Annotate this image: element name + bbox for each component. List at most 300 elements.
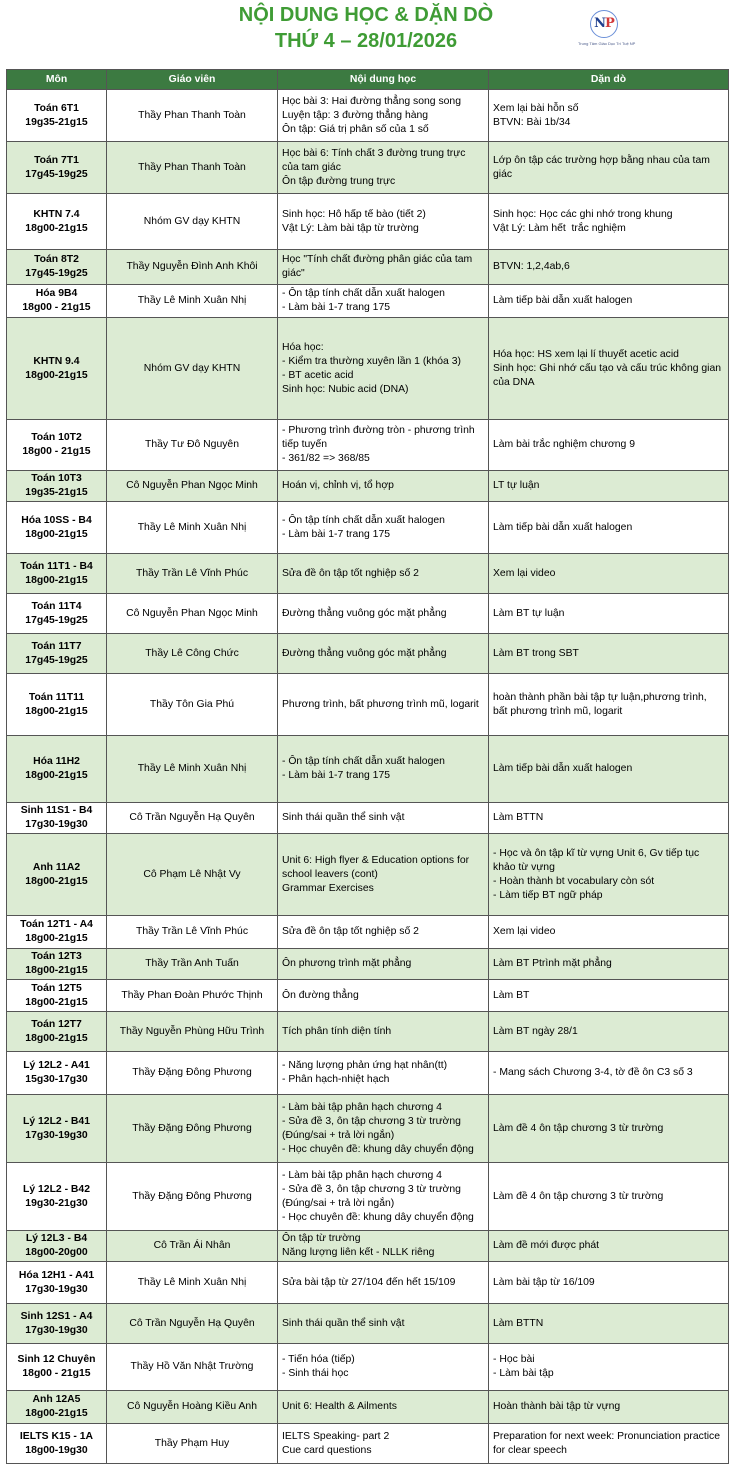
- homework-cell-line: hoàn thành phần bài tập tự luận,phương trình, bất phương trình mũ, logarit: [493, 691, 710, 717]
- subject-cell-line: Toán 12T1 - A4: [20, 919, 93, 930]
- subject-cell-line: Toán 10T2: [31, 432, 82, 443]
- homework-cell: [489, 1304, 729, 1344]
- subject-cell-line: 18g00 - 21g15: [22, 1368, 91, 1379]
- teacher-cell-line: Cô Nguyễn Phan Ngọc Minh: [126, 607, 258, 619]
- content-cell-line: - Phương trình đường tròn - phương trình tiếp tuyến: [282, 425, 478, 450]
- subject-cell: [7, 318, 107, 420]
- subject-cell-line: 17g30-19g30: [25, 1129, 88, 1141]
- content-cell-line: - Làm bài 1-7 trang 175: [282, 302, 391, 313]
- content-cell: [278, 803, 489, 834]
- subject-cell-line: Toán 8T2: [34, 254, 79, 265]
- homework-cell: [489, 1344, 729, 1391]
- content-cell: [278, 194, 489, 250]
- column-header-subject: Môn: [7, 70, 107, 90]
- table-row: [7, 803, 729, 834]
- subject-cell: [7, 250, 107, 285]
- subject-cell: [7, 142, 107, 194]
- table-row: [7, 949, 729, 980]
- teacher-cell: [107, 1391, 278, 1424]
- content-cell: [278, 1052, 489, 1095]
- table-row: [7, 594, 729, 634]
- homework-cell-line: Làm đề mới được phát: [493, 1240, 600, 1251]
- content-cell-line: Sinh học: Hô hấp tế bào (tiết 2): [282, 208, 426, 220]
- homework-cell-line: Làm BT trong SBT: [493, 647, 579, 659]
- teacher-cell-line: Thầy Lê Công Chức: [145, 647, 239, 659]
- teacher-cell-line: Thầy Nguyễn Đình Anh Khôi: [126, 261, 258, 272]
- content-cell: [278, 142, 489, 194]
- homework-cell: [489, 1163, 729, 1231]
- subject-cell-line: 18g00-19g30: [25, 1444, 88, 1456]
- content-cell: [278, 1012, 489, 1052]
- subject-cell-line: 18g00 - 21g15: [22, 446, 91, 457]
- content-cell-line: Tích phân tính diện tính: [282, 1025, 392, 1037]
- teacher-cell-line: Thầy Hồ Văn Nhật Trường: [130, 1361, 254, 1372]
- teacher-cell-line: Thầy Phạm Huy: [154, 1437, 230, 1449]
- content-cell-line: Năng lượng liên kết - NLLK riêng: [282, 1247, 435, 1258]
- homework-cell: [489, 554, 729, 594]
- subject-cell-line: Lý 12L2 - A41: [23, 1060, 90, 1071]
- content-cell: [278, 318, 489, 420]
- content-cell-line: Ôn tập: Giá trị phân số của 1 số: [282, 123, 429, 135]
- content-cell: [278, 674, 489, 736]
- teacher-cell: [107, 420, 278, 471]
- content-cell-line: - Làm bài 1-7 trang 175: [282, 770, 391, 781]
- homework-cell: [489, 736, 729, 803]
- subject-cell-line: Toán 11T11: [28, 691, 85, 703]
- content-cell: [278, 250, 489, 285]
- content-cell-line: Ôn tập từ trường: [282, 1233, 361, 1244]
- homework-cell: [489, 1391, 729, 1424]
- subject-cell-line: 18g00-20g00: [25, 1247, 88, 1258]
- table-row: [7, 194, 729, 250]
- teacher-cell: [107, 736, 278, 803]
- content-cell-line: - Tiến hóa (tiếp): [282, 1354, 355, 1365]
- column-header-teacher: Giáo viên: [107, 70, 278, 90]
- homework-cell-line: Sinh học: Ghi nhớ cấu tạo và cấu trúc không gian của DNA: [493, 362, 724, 388]
- teacher-cell-line: Nhóm GV dạy KHTN: [143, 215, 241, 227]
- content-cell-line: - Phân hạch-nhiệt hạch: [282, 1074, 390, 1085]
- homework-cell: [489, 250, 729, 285]
- homework-cell: [489, 1262, 729, 1304]
- subject-cell-line: 15g30-17g30: [25, 1074, 88, 1085]
- content-cell-line: - Làm bài tập phân hạch chương 4: [282, 1169, 442, 1181]
- homework-cell-line: Làm tiếp bài dẫn xuất halogen: [493, 295, 633, 306]
- content-cell-line: Học "Tính chất đường phân giác của tam giác": [282, 254, 476, 279]
- homework-cell: [489, 471, 729, 502]
- subject-cell-line: Hóa 9B4: [35, 288, 78, 299]
- homework-cell: [489, 420, 729, 471]
- content-cell-line: - Kiểm tra thường xuyên lần 1 (khóa 3): [282, 355, 461, 367]
- subject-cell: [7, 1012, 107, 1052]
- subject-cell: [7, 1391, 107, 1424]
- subject-cell: [7, 1163, 107, 1231]
- logo-caption: Trung Tâm Giáo Dục Trí Tuệ NP: [578, 41, 636, 46]
- homework-cell: [489, 1052, 729, 1095]
- subject-cell-line: Toán 10T3: [31, 473, 82, 484]
- teacher-cell: [107, 1052, 278, 1095]
- homework-cell-line: LT tự luận: [493, 480, 540, 491]
- homework-cell: [489, 1012, 729, 1052]
- content-cell-line: Vật Lý: Làm bài tập từ trường: [282, 222, 419, 234]
- subject-cell: [7, 1052, 107, 1095]
- teacher-cell: [107, 318, 278, 420]
- subject-cell-line: Hóa 10SS - B4: [21, 514, 92, 526]
- teacher-cell: [107, 250, 278, 285]
- content-cell: [278, 471, 489, 502]
- homework-cell-line: Vật Lý: Làm hết trắc nghiệm: [493, 222, 626, 234]
- content-cell: [278, 1391, 489, 1424]
- teacher-cell-line: Thầy Đặng Đông Phương: [132, 1190, 252, 1202]
- table-row: [7, 250, 729, 285]
- teacher-cell-line: Thầy Đặng Đông Phương: [132, 1067, 252, 1078]
- teacher-cell-line: Thầy Lê Minh Xuân Nhị: [137, 1276, 247, 1288]
- subject-cell: [7, 736, 107, 803]
- homework-cell-line: Làm BT Ptrình mặt phẳng: [493, 958, 612, 969]
- subject-cell: [7, 554, 107, 594]
- content-cell-line: Đường thẳng vuông góc mặt phẳng: [282, 607, 447, 619]
- content-cell-line: Sửa bài tập từ 27/104 đến hết 15/109: [282, 1276, 456, 1288]
- content-cell-line: Phương trình, bất phương trình mũ, logarit: [282, 698, 479, 710]
- subject-cell: [7, 502, 107, 554]
- teacher-cell: [107, 1095, 278, 1163]
- content-cell-line: - Học chuyên đề: khung dây chuyển động: [282, 1143, 474, 1155]
- subject-cell-line: 17g45-19g25: [25, 268, 88, 279]
- homework-cell: [489, 502, 729, 554]
- subject-cell: [7, 949, 107, 980]
- teacher-cell: [107, 502, 278, 554]
- homework-cell-line: Xem lại video: [493, 567, 556, 579]
- subject-cell-line: 17g45-19g25: [25, 654, 88, 666]
- subject-cell-line: Toán 6T1: [34, 102, 79, 114]
- content-cell: [278, 285, 489, 318]
- content-cell-line: Unit 6: Health & Ailments: [282, 1401, 397, 1412]
- content-cell-line: Unit 6: High flyer & Education options for school leavers (cont): [282, 854, 473, 880]
- subject-cell: [7, 471, 107, 502]
- content-cell: [278, 502, 489, 554]
- logo-mark-icon: NP: [590, 10, 618, 38]
- subject-cell: [7, 1344, 107, 1391]
- homework-cell-line: Preparation for next week: Pronunciation practice for clear speech: [493, 1430, 723, 1456]
- subject-cell-line: Toán 11T4: [31, 600, 82, 612]
- teacher-cell-line: Thầy Đặng Đông Phương: [132, 1122, 252, 1134]
- content-cell: [278, 949, 489, 980]
- content-cell: [278, 634, 489, 674]
- content-cell-line: Sinh học: Nubic acid (DNA): [282, 383, 409, 395]
- homework-cell-line: Làm BTTN: [493, 812, 544, 823]
- homework-cell-line: Hóa học: HS xem lại lí thuyết acetic acid: [493, 348, 679, 360]
- homework-cell: [489, 834, 729, 916]
- table-header-row: [7, 70, 729, 90]
- teacher-cell: [107, 674, 278, 736]
- teacher-cell-line: Thầy Phan Thanh Toàn: [138, 161, 246, 173]
- teacher-cell: [107, 594, 278, 634]
- content-cell-line: Học bài 6: Tính chất 3 đường trung trực của tam giác: [282, 147, 469, 173]
- table-row: [7, 1262, 729, 1304]
- homework-cell-line: Làm BT tự luận: [493, 607, 565, 619]
- table-row: [7, 285, 729, 318]
- subject-cell: [7, 1424, 107, 1464]
- content-cell-line: Sửa đề ôn tập tốt nghiệp số 2: [282, 926, 419, 937]
- table-row: [7, 90, 729, 142]
- teacher-cell: [107, 471, 278, 502]
- content-cell: [278, 1163, 489, 1231]
- teacher-cell: [107, 1304, 278, 1344]
- content-cell-line: - BT acetic acid: [282, 369, 354, 381]
- teacher-cell-line: Thầy Trần Lê Vĩnh Phúc: [135, 567, 249, 579]
- table-row: [7, 1391, 729, 1424]
- subject-cell-line: Toán 12T7: [31, 1018, 82, 1030]
- content-cell-line: - Năng lượng phản ứng hạt nhân(tt): [282, 1060, 448, 1071]
- content-cell-line: - Ôn tập tính chất dẫn xuất halogen: [282, 756, 445, 767]
- teacher-cell: [107, 554, 278, 594]
- homework-cell-line: Làm bài tập từ 16/109: [493, 1276, 595, 1288]
- teacher-cell: [107, 1163, 278, 1231]
- homework-cell: [489, 142, 729, 194]
- subject-cell-line: 18g00-21g15: [25, 528, 88, 540]
- subject-cell-line: 17g45-19g25: [25, 168, 88, 180]
- subject-cell: [7, 674, 107, 736]
- teacher-cell: [107, 1012, 278, 1052]
- subject-cell-line: 18g00-21g15: [25, 996, 88, 1008]
- teacher-cell-line: Thầy Trần Lê Vĩnh Phúc: [135, 926, 249, 937]
- teacher-cell: [107, 834, 278, 916]
- content-cell-line: Học bài 3: Hai đường thẳng song song: [282, 95, 461, 107]
- subject-cell-line: Sinh 12S1 - A4: [20, 1310, 93, 1322]
- homework-cell-line: Làm BTTN: [493, 1317, 544, 1329]
- content-cell-line: Sửa đề ôn tập tốt nghiệp số 2: [282, 567, 419, 579]
- homework-cell-line: Hoàn thành bài tập từ vựng: [493, 1401, 621, 1412]
- subject-cell: [7, 834, 107, 916]
- title-line-1: NỘI DUNG HỌC & DẶN DÒ: [238, 4, 494, 26]
- subject-cell-line: 17g30-19g30: [25, 1324, 88, 1336]
- table-row: [7, 634, 729, 674]
- subject-cell-line: 19g30-21g30: [25, 1197, 88, 1209]
- subject-cell: [7, 980, 107, 1012]
- subject-cell-line: Sinh 12 Chuyên: [17, 1354, 96, 1365]
- homework-cell: [489, 916, 729, 949]
- content-cell-line: Ôn đường thẳng: [282, 989, 359, 1001]
- teacher-cell-line: Thầy Trần Anh Tuấn: [145, 958, 239, 969]
- subject-cell: [7, 803, 107, 834]
- table-row: [7, 1344, 729, 1391]
- content-cell-line: - Sinh thái học: [282, 1368, 349, 1379]
- homework-cell-line: BTVN: Bài 1b/34: [493, 116, 571, 128]
- homework-cell: [489, 1424, 729, 1464]
- homework-cell-line: Xem lại video: [493, 926, 556, 937]
- content-cell: [278, 1304, 489, 1344]
- center-logo: [578, 10, 636, 52]
- homework-cell-line: Sinh học: Học các ghi nhớ trong khung: [493, 208, 673, 220]
- homework-cell-line: - Học bài: [493, 1354, 535, 1365]
- table-row: [7, 554, 729, 594]
- homework-cell-line: Làm tiếp bài dẫn xuất halogen: [493, 763, 633, 774]
- subject-cell-line: 19g35-21g15: [25, 116, 88, 128]
- subject-cell-line: 17g45-19g25: [25, 614, 88, 626]
- teacher-cell: [107, 916, 278, 949]
- subject-cell-line: 17g30-19g30: [25, 819, 88, 830]
- content-cell: [278, 736, 489, 803]
- homework-cell-line: - Hoàn thành bt vocabulary còn sót: [493, 875, 655, 887]
- subject-cell-line: 18g00-21g15: [25, 875, 88, 887]
- subject-cell-line: Lý 12L2 - B42: [23, 1183, 90, 1195]
- subject-cell-line: Toán 11T7: [31, 640, 82, 652]
- homework-cell: [489, 1095, 729, 1163]
- subject-cell-line: 17g30-19g30: [25, 1283, 88, 1295]
- table-row: [7, 1163, 729, 1231]
- subject-cell-line: 18g00-21g15: [25, 369, 88, 381]
- content-cell-line: Luyện tập: 3 đường thẳng hàng: [282, 109, 429, 121]
- table-row: [7, 1424, 729, 1464]
- subject-cell-line: 18g00-21g15: [25, 1408, 88, 1419]
- column-header-homework: Dặn dò: [489, 70, 729, 90]
- homework-cell: [489, 594, 729, 634]
- homework-cell: [489, 674, 729, 736]
- homework-cell: [489, 318, 729, 420]
- homework-cell-line: - Mang sách Chương 3-4, tờ đề ôn C3 số 3: [493, 1067, 693, 1078]
- teacher-cell-line: Cô Nguyễn Phan Ngọc Minh: [126, 480, 258, 491]
- homework-cell-line: Làm tiếp bài dẫn xuất halogen: [493, 521, 633, 533]
- teacher-cell-line: Thầy Tư Đô Nguyên: [145, 439, 239, 450]
- subject-cell: [7, 1262, 107, 1304]
- column-header-content: Nội dung học: [278, 70, 489, 90]
- subject-cell: [7, 285, 107, 318]
- subject-cell-line: Toán 7T1: [34, 154, 79, 166]
- content-cell: [278, 420, 489, 471]
- content-cell: [278, 90, 489, 142]
- teacher-cell: [107, 980, 278, 1012]
- content-cell: [278, 594, 489, 634]
- content-cell: [278, 1231, 489, 1262]
- content-cell: [278, 916, 489, 949]
- homework-cell-line: Làm bài trắc nghiệm chương 9: [493, 439, 635, 450]
- teacher-cell: [107, 1231, 278, 1262]
- table-row: [7, 834, 729, 916]
- teacher-cell: [107, 194, 278, 250]
- table-row: [7, 1012, 729, 1052]
- homework-cell: [489, 980, 729, 1012]
- teacher-cell: [107, 949, 278, 980]
- subject-cell-line: 18g00 - 21g15: [22, 302, 91, 313]
- teacher-cell: [107, 285, 278, 318]
- subject-cell-line: Hóa 12H1 - A41: [18, 1269, 95, 1281]
- subject-cell-line: Toán 12T3: [31, 951, 82, 962]
- subject-cell-line: 18g00-21g15: [25, 222, 88, 234]
- content-cell-line: IELTS Speaking- part 2: [282, 1430, 390, 1442]
- subject-cell-line: 18g00-21g15: [25, 770, 88, 781]
- table-row: [7, 1231, 729, 1262]
- teacher-cell: [107, 142, 278, 194]
- homework-cell-line: Lớp ôn tập các trường hợp bằng nhau của tam giác: [493, 154, 713, 180]
- homework-cell-line: Xem lại bài hỗn số: [493, 102, 579, 114]
- teacher-cell-line: Cô Phạm Lê Nhật Vy: [143, 868, 241, 880]
- content-cell-line: - Ôn tập tính chất dẫn xuất halogen: [282, 514, 445, 526]
- teacher-cell-line: Cô Trần Ái Nhân: [153, 1240, 231, 1251]
- teacher-cell-line: Thầy Phan Thanh Toàn: [138, 109, 246, 121]
- table-row: [7, 736, 729, 803]
- content-cell: [278, 554, 489, 594]
- teacher-cell-line: Nhóm GV dạy KHTN: [143, 362, 241, 374]
- content-cell-line: - Làm bài tập phân hạch chương 4: [282, 1101, 442, 1113]
- table-row: [7, 502, 729, 554]
- table-row: [7, 1095, 729, 1163]
- subject-cell-line: Hóa 11H2: [33, 756, 80, 767]
- subject-cell-line: Lý 12L3 - B4: [25, 1233, 88, 1244]
- subject-cell: [7, 594, 107, 634]
- content-cell-line: - 361/82 => 368/85: [282, 453, 370, 464]
- teacher-cell-line: Thầy Nguyễn Phùng Hữu Trình: [119, 1025, 265, 1037]
- teacher-cell: [107, 1424, 278, 1464]
- homework-cell: [489, 90, 729, 142]
- teacher-cell-line: Thầy Tôn Gia Phú: [149, 698, 235, 710]
- homework-cell: [489, 285, 729, 318]
- subject-cell: [7, 90, 107, 142]
- content-cell-line: Sinh thái quần thể sinh vật: [282, 812, 405, 823]
- content-cell: [278, 980, 489, 1012]
- table-row: [7, 916, 729, 949]
- homework-cell-line: Làm BT ngày 28/1: [493, 1025, 578, 1037]
- teacher-cell: [107, 634, 278, 674]
- table-row: [7, 318, 729, 420]
- table-row: [7, 420, 729, 471]
- subject-cell-line: Toán 12T5: [31, 982, 82, 994]
- subject-cell-line: 19g35-21g15: [25, 487, 88, 498]
- teacher-cell-line: Thầy Phan Đoàn Phước Thịnh: [121, 989, 263, 1001]
- homework-cell-line: - Học và ôn tập kĩ từ vựng Unit 6, Gv tiếp tục khảo từ vựng: [493, 847, 703, 873]
- content-cell-line: Ôn phương trình mặt phẳng: [282, 958, 412, 969]
- table-row: [7, 1304, 729, 1344]
- homework-cell-line: Làm đề 4 ôn tập chương 3 từ trường: [493, 1122, 664, 1134]
- subject-cell-line: Toán 11T1 - B4: [20, 560, 93, 572]
- title-line-2: THỨ 4 – 28/01/2026: [274, 30, 458, 52]
- homework-cell-line: BTVN: 1,2,4ab,6: [493, 261, 570, 272]
- content-cell-line: Grammar Exercises: [282, 882, 374, 894]
- subject-cell: [7, 1304, 107, 1344]
- homework-cell-line: - Làm tiếp BT ngữ pháp: [493, 889, 603, 901]
- subject-cell: [7, 916, 107, 949]
- table-row: [7, 471, 729, 502]
- content-cell: [278, 834, 489, 916]
- subject-cell-line: Sinh 11S1 - B4: [20, 805, 93, 816]
- subject-cell: [7, 634, 107, 674]
- homework-cell: [489, 803, 729, 834]
- subject-cell-line: 18g00-21g15: [25, 574, 88, 586]
- teacher-cell-line: Cô Nguyễn Hoàng Kiều Anh: [127, 1401, 257, 1412]
- subject-cell: [7, 1095, 107, 1163]
- subject-cell-line: KHTN 9.4: [33, 355, 80, 367]
- table-row: [7, 1052, 729, 1095]
- table-row: [7, 980, 729, 1012]
- content-cell-line: - Sửa đề 3, ôn tập chương 3 từ trường (Đúng/sai + trả lời ngắn): [282, 1183, 464, 1209]
- content-cell: [278, 1344, 489, 1391]
- subject-cell: [7, 420, 107, 471]
- content-cell-line: Hoán vị, chỉnh vị, tổ hợp: [282, 480, 394, 491]
- subject-cell-line: IELTS K15 - 1A: [19, 1430, 94, 1442]
- teacher-cell-line: Thầy Lê Minh Xuân Nhị: [137, 521, 247, 533]
- table-body: [7, 90, 729, 1464]
- teacher-cell-line: Thầy Lê Minh Xuân Nhị: [137, 763, 247, 774]
- homework-cell-line: - Làm bài tập: [493, 1368, 554, 1379]
- schedule-table: [6, 69, 729, 1464]
- subject-cell-line: 18g00-21g15: [25, 933, 88, 944]
- homework-cell: [489, 634, 729, 674]
- subject-cell-line: Lý 12L2 - B41: [23, 1115, 90, 1127]
- teacher-cell: [107, 90, 278, 142]
- teacher-cell: [107, 1344, 278, 1391]
- teacher-cell: [107, 803, 278, 834]
- subject-cell: [7, 1231, 107, 1262]
- content-cell-line: - Làm bài 1-7 trang 175: [282, 528, 391, 540]
- subject-cell-line: 18g00-21g15: [25, 705, 88, 717]
